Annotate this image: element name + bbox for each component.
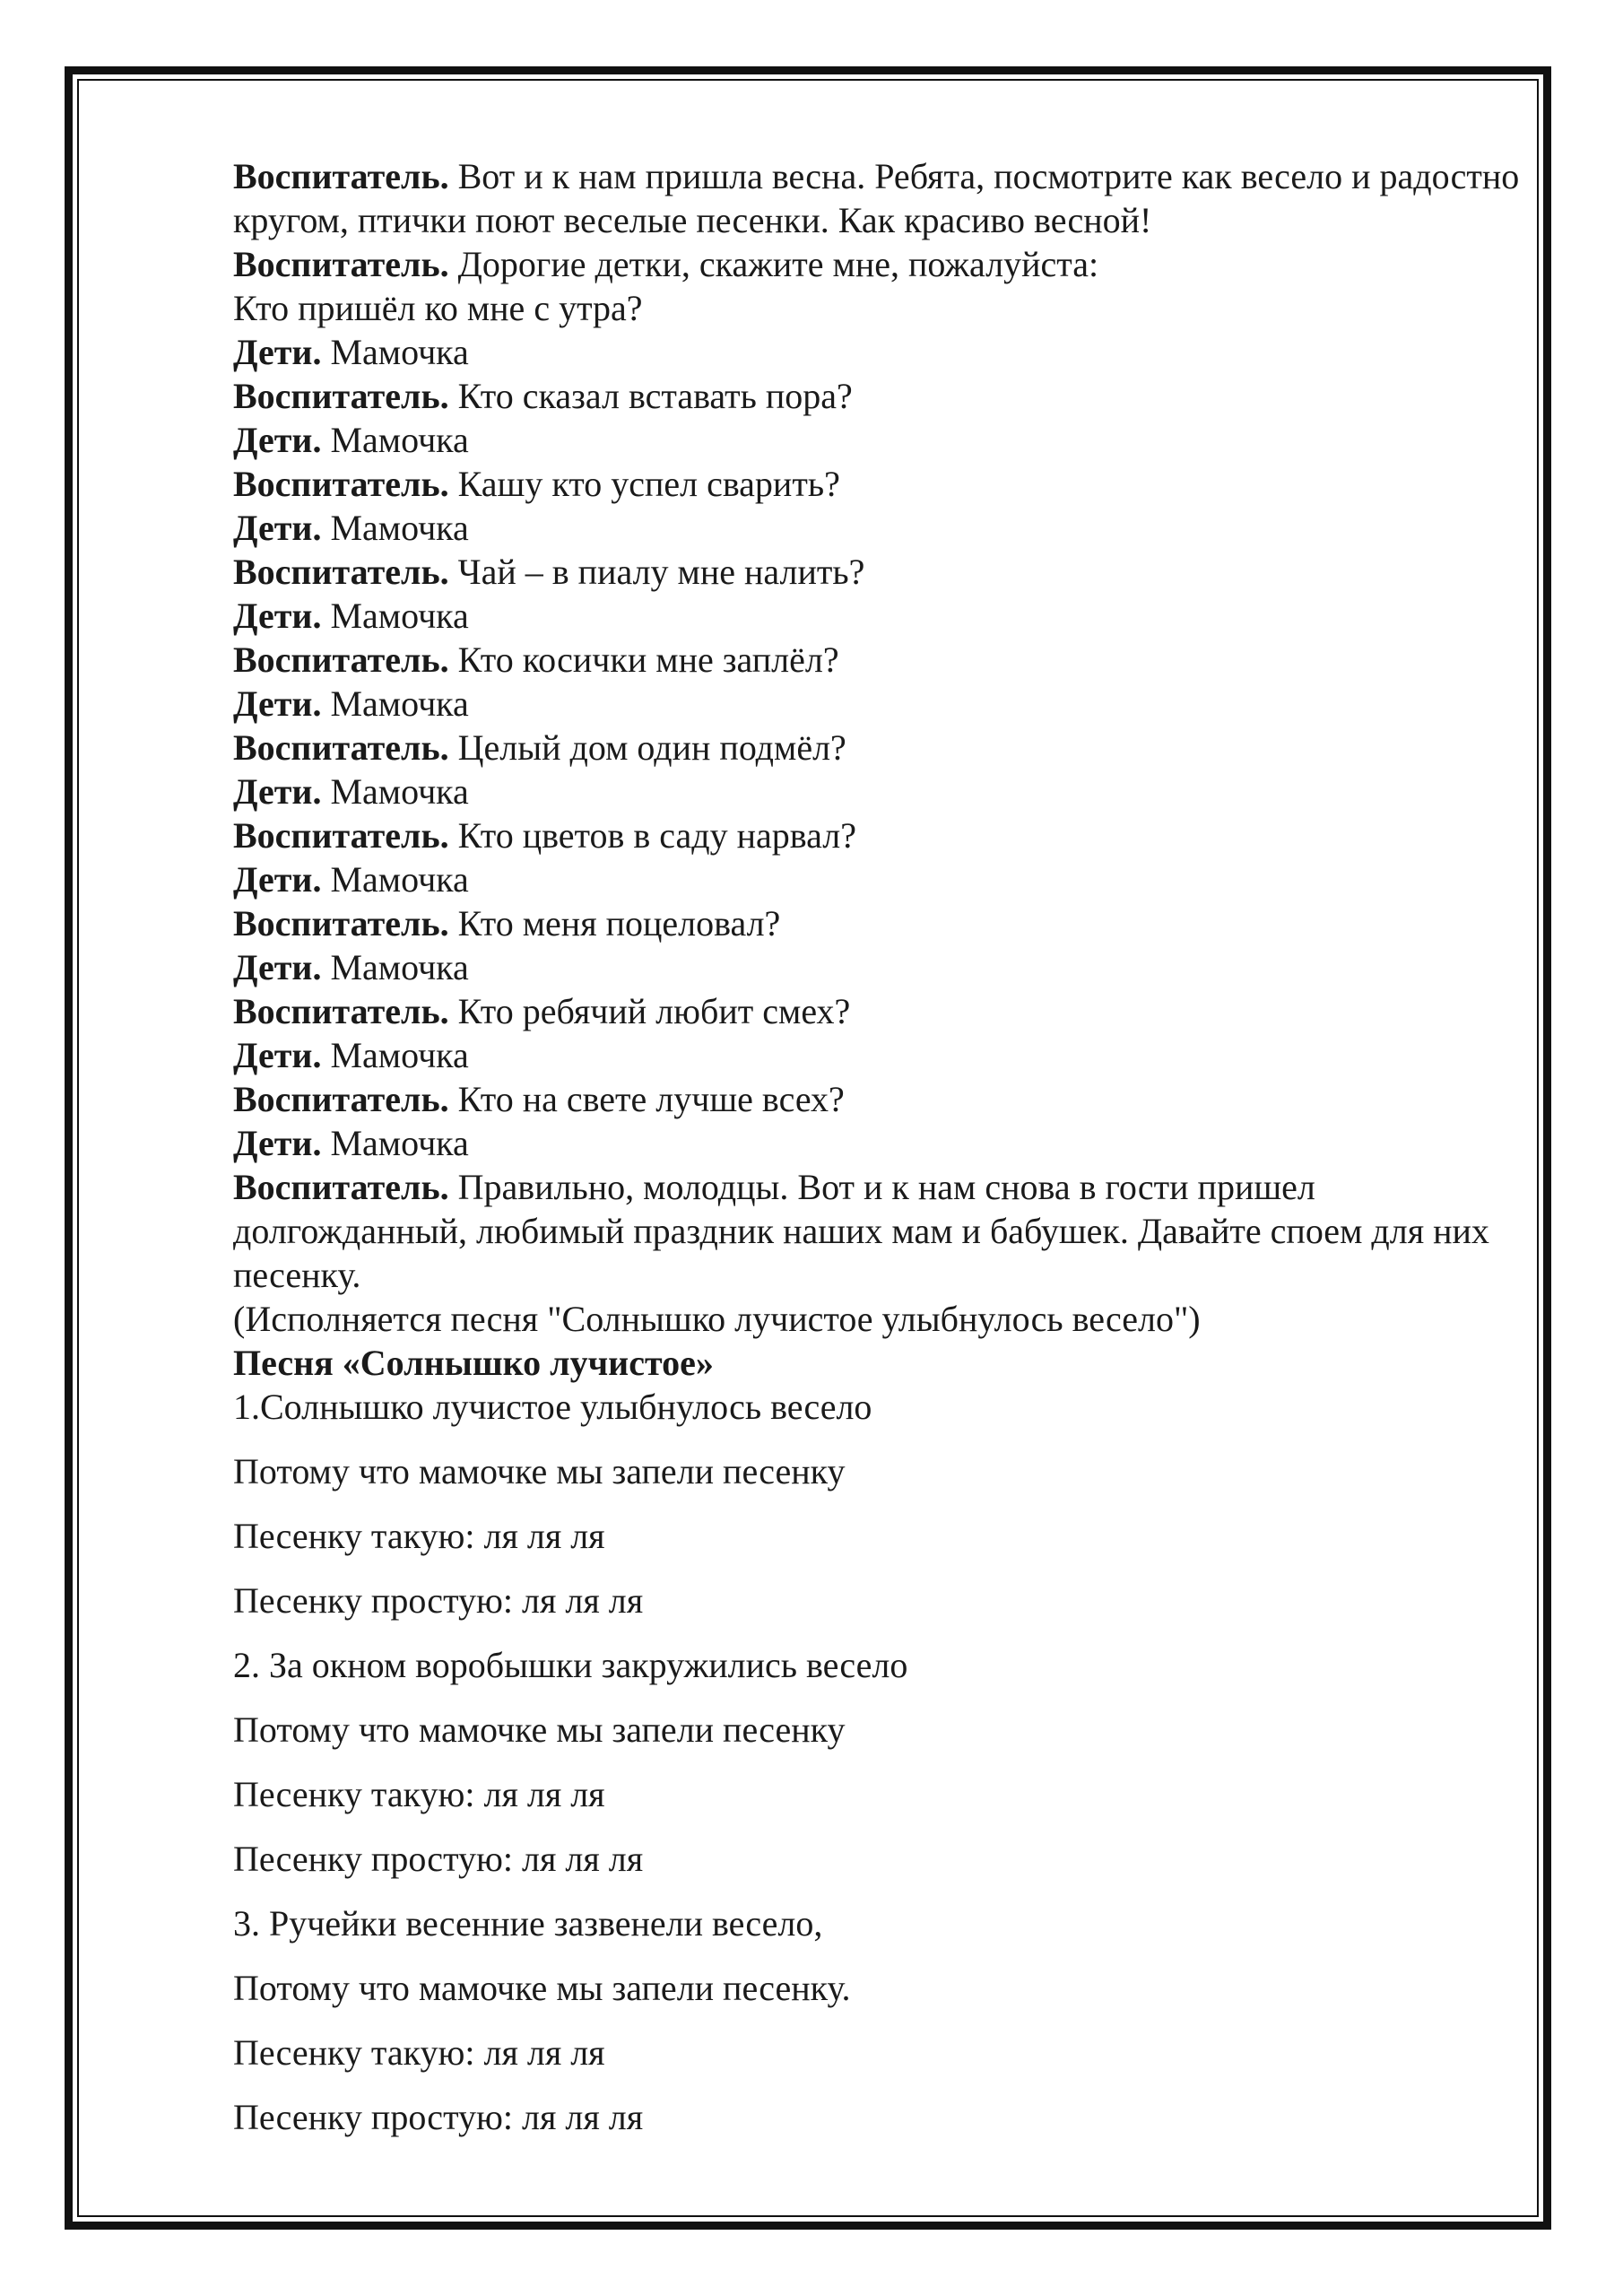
dialogue-line [233,242,1524,286]
speaker-label: Воспитатель. [233,639,449,680]
dialogue-line [233,770,1524,813]
line-text: (Исполняется песня "Солнышко лучистое улыбнулось весело") [233,1299,1201,1339]
line-text: Кто пришёл ко мне с утра? [233,288,643,328]
line-text: Дорогие детки, скажите мне, пожалуйста: [448,244,1099,284]
speaker-label: Воспитатель. [233,1079,449,1119]
dialogue-line [233,330,1524,374]
speaker-label: Воспитатель. [233,727,449,768]
dialogue-line [233,989,1524,1033]
song-line: Потому что мамочке мы запели песенку. [233,1968,851,2008]
song-line: Песенку такую: ля ля ля [233,1516,605,1556]
line-text: Мамочка [321,859,469,900]
song-line: Песенку простую: ля ля ля [233,1580,644,1621]
document-body [233,154,1524,2139]
dialogue-line [233,726,1524,770]
line-text: Кто на свете лучше всех? [448,1079,845,1119]
speaker-label: Воспитатель. [233,815,449,856]
line-text: Мамочка [321,683,469,724]
line-text: Вот и к нам пришла весна. Ребята, посмотрите как весело и радостно кругом, птички поют веселые песенки. Как красиво весной! [233,156,1520,240]
dialogue-line [233,1297,1524,1341]
line-text: Мамочка [321,947,469,987]
speaker-label: Дети. [233,947,322,987]
dialogue-line [233,374,1524,418]
dialogue-line [233,813,1524,857]
line-text: Мамочка [321,1123,469,1163]
song-line: 2. За окном воробышки закружились весело [233,1645,908,1685]
speaker-label: Воспитатель. [233,991,449,1031]
song-line: 3. Ручейки весенние зазвенели весело, [233,1903,823,1944]
line-text: Чай – в пиалу мне налить? [448,552,865,592]
dialogue-line [233,638,1524,682]
song-line: Потому что мамочке мы запели песенку [233,1709,846,1750]
speaker-label: Воспитатель. [233,156,449,196]
line-text: Кто цветов в саду нарвал? [448,815,856,856]
dialogue-line [233,286,1524,330]
line-text: Правильно, молодцы. Вот и к нам снова в гости пришел долгожданный, любимый праздник наших мам и бабушек. Давайте споем для них песенку. [233,1167,1489,1295]
dialogue-line [233,594,1524,638]
speaker-label: Воспитатель. [233,464,449,504]
line-text: Мамочка [321,771,469,812]
line-text: Мамочка [321,1035,469,1075]
song-line: Песенку такую: ля ля ля [233,2032,605,2073]
song-line: Песенку такую: ля ля ля [233,1774,605,1814]
song-line: Потому что мамочке мы запели песенку [233,1451,846,1492]
speaker-label: Воспитатель. [233,244,449,284]
dialogue-line [233,462,1524,506]
speaker-label: Воспитатель. [233,376,449,416]
song-line: 1.Солнышко лучистое улыбнулось весело [233,1387,872,1427]
dialogue-line [233,1121,1524,1165]
speaker-label: Воспитатель. [233,903,449,944]
speaker-label: Дети. [233,771,322,812]
song-lyrics [233,1385,1524,2139]
speaker-label: Дети. [233,859,322,900]
dialogue-line [233,506,1524,550]
dialogue-line [233,1165,1524,1297]
dialogue-line [233,550,1524,594]
line-text: Мамочка [321,508,469,548]
song-line: Песенку простую: ля ля ля [233,2097,644,2137]
speaker-label: Дети. [233,420,322,460]
dialogue-line [233,945,1524,989]
dialogue-section [233,154,1524,1385]
song-title: Песня «Солнышко лучистое» [233,1343,714,1383]
dialogue-line [233,857,1524,901]
dialogue-line [233,901,1524,945]
line-text: Кашу кто успел сварить? [448,464,840,504]
line-text: Мамочка [321,420,469,460]
speaker-label: Воспитатель. [233,552,449,592]
dialogue-line [233,154,1524,242]
speaker-label: Дети. [233,332,322,372]
line-text: Кто косички мне заплёл? [448,639,839,680]
line-text: Мамочка [321,596,469,636]
speaker-label: Дети. [233,683,322,724]
speaker-label: Дети. [233,1035,322,1075]
dialogue-line [233,682,1524,726]
speaker-label: Дети. [233,596,322,636]
line-text: Кто сказал вставать пора? [448,376,853,416]
song-line: Песенку простую: ля ля ля [233,1839,644,1879]
dialogue-line [233,1077,1524,1121]
speaker-label: Дети. [233,508,322,548]
dialogue-line [233,418,1524,462]
line-text: Кто ребячий любит смех? [448,991,851,1031]
speaker-label: Дети. [233,1123,322,1163]
line-text: Целый дом один подмёл? [448,727,846,768]
line-text: Мамочка [321,332,469,372]
dialogue-line [233,1033,1524,1077]
line-text: Кто меня поцеловал? [448,903,781,944]
speaker-label: Воспитатель. [233,1167,449,1207]
